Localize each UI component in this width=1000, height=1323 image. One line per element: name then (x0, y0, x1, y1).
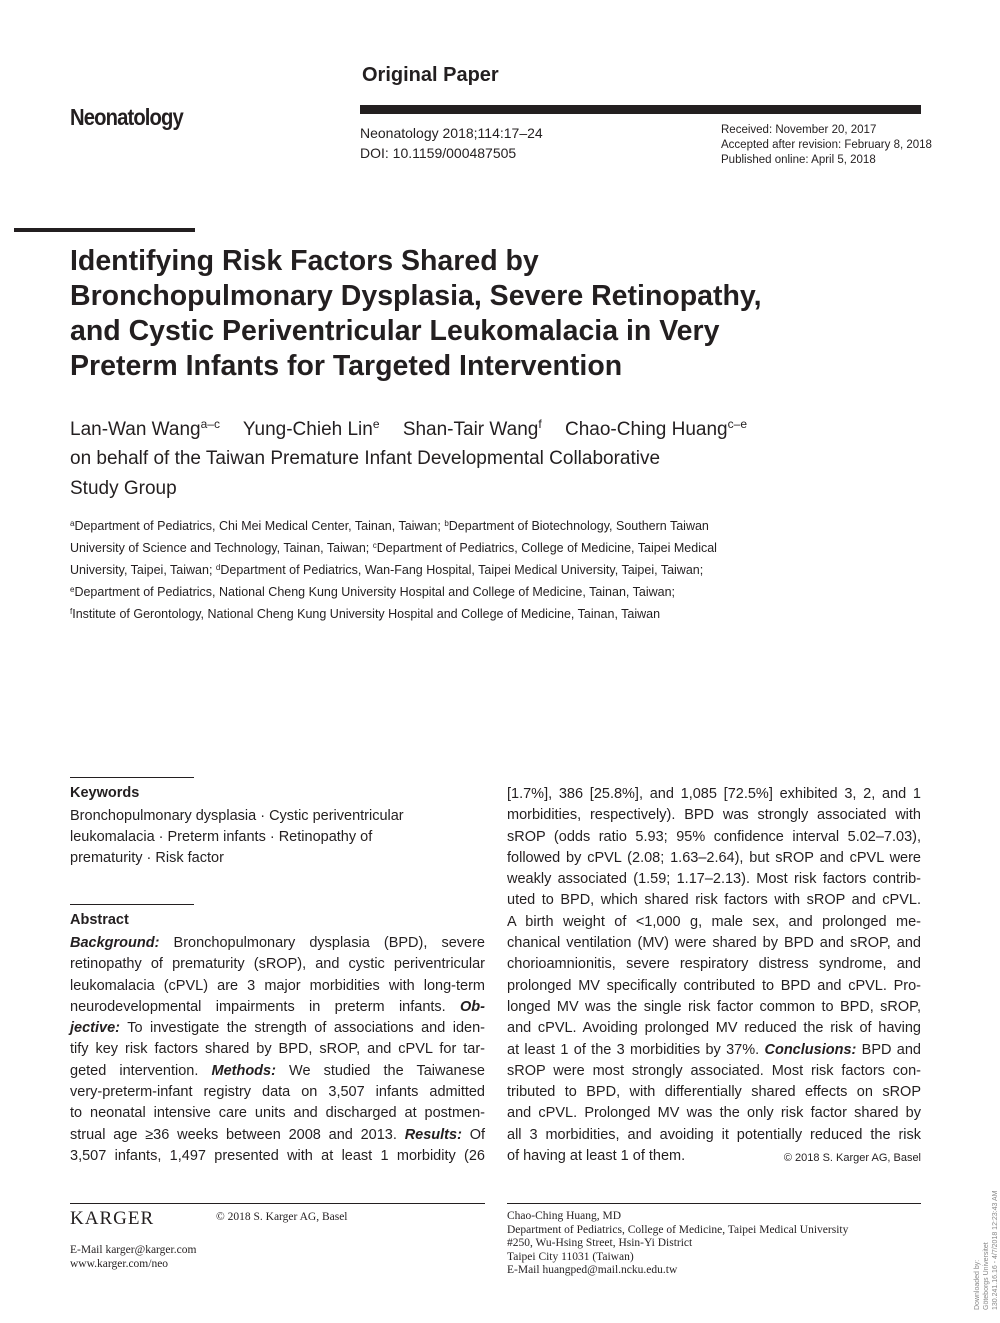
affiliation-line: $^e$Department of Pediatrics, National Cheng Kung University Hospital and College of Medicine, Tainan, Taiwan; (70, 585, 676, 599)
affiliation-line: University, Taipei, Taiwan; $^d$Department of Pediatrics, Wan-Fang Hospital, Taipei Medical University, Taipei, Taiwan; (70, 563, 704, 577)
keywords-rule (70, 777, 194, 778)
published-date: Published online: April 5, 2018 (721, 154, 876, 166)
affiliation-line: $^a$Department of Pediatrics, Chi Mei Medical Center, Tainan, Taiwan; $^b$Department of Biotechnology, Southern Taiwan (70, 519, 709, 533)
download-note: Downloaded by: Göteborgs Universitet 130.241.16.16 - 4/7/2018 12:23:43 AM (974, 1190, 999, 1310)
abstract-line: and cPVL. Avoiding prolonged MV reduced the risk of having (507, 1020, 921, 1037)
abstract-final-text: of having at least 1 of them. (507, 1148, 686, 1164)
abstract-line: chorioamnionitis, severe respiratory distress syndrome, and (507, 956, 921, 973)
correspondence-line: Taipei City 11031 (Taiwan) (507, 1250, 634, 1263)
header-bar (360, 105, 921, 114)
abstract-line: A birth weight of <1,000 g, male sex, and prolonged me- (507, 913, 921, 930)
abstract-line: to neonatal intensive care units and discharged at postmen- (70, 1105, 485, 1122)
abstract-right-column (507, 784, 921, 1146)
correspondence-line: #250, Wu-Hsing Street, Hsin-Yi District (507, 1237, 693, 1249)
affiliations (70, 514, 800, 624)
keyword-line: leukomalacia · Preterm infants · Retinopathy of (70, 829, 373, 845)
abstract-line: retinopathy of prematurity (sROP), and cystic periventricular (70, 956, 485, 973)
correspondence-line: Department of Pediatrics, College of Medicine, Taipei Medical University (507, 1223, 849, 1236)
keyword-line: prematurity · Risk factor (70, 850, 224, 866)
abstract-line: neurodevelopmental impairments in preterm infants. Ob- (70, 998, 485, 1015)
abstract-line: 3,507 infants, 1,497 presented with at least 1 morbidity (26 (70, 1147, 485, 1164)
footer-rule-right (507, 1203, 921, 1204)
affiliation-line: University of Science and Technology, Tainan, Taiwan; $^c$Department of Pediatrics, College of Medicine, Taipei Medical (70, 541, 717, 555)
abstract-line: tributed to BPD, with differentially shared effects on sROP (507, 1084, 921, 1101)
author: Lan-Wan Wang$^{a-c}$ (70, 417, 220, 440)
study-group-line: Study Group (70, 478, 177, 499)
author-list (70, 417, 765, 441)
abstract-line: tify key risk factors shared by BPD, sROP, and cPVL for tar- (70, 1041, 485, 1058)
keywords-heading: Keywords (70, 785, 140, 801)
correspondence-email[interactable]: E-Mail huangped@mail.ncku.edu.tw (507, 1264, 678, 1276)
citation: Neonatology 2018;114:17–24 (360, 125, 543, 141)
abstract-heading: Abstract (70, 912, 129, 928)
abstract-line: and cPVL. Prolonged MV was the only risk factor shared by (507, 1105, 921, 1122)
abstract-left-column (70, 933, 485, 1167)
doi: DOI: 10.1159/000487505 (360, 145, 517, 161)
abstract-line: sROP (odds ratio 5.93; 95% confidence interval 5.02–7.03), (507, 828, 921, 845)
title-line: Preterm Infants for Targeted Intervention (70, 350, 623, 382)
footer-rule-left (70, 1203, 485, 1204)
abstract-line: uted to BPD, which shared risk factors with sROP and cPVL. (507, 892, 921, 909)
keywords-list (70, 806, 450, 869)
abstract-line: sROP were most strongly associated. Most risk factors con- (507, 1062, 921, 1079)
correspondence-line: Chao-Ching Huang, MD (507, 1210, 622, 1222)
abstract-rule (70, 904, 194, 905)
received-date: Received: November 20, 2017 (721, 124, 877, 136)
abstract-line: [1.7%], 386 [25.8%], and 1,085 [72.5%] exhibited 3, 2, and 1 (507, 786, 921, 802)
publisher-website[interactable]: www.karger.com/neo (70, 1258, 169, 1270)
abstract-line: very-preterm-infant registry data on 3,507 infants admitted (70, 1084, 485, 1101)
abstract-last-line (507, 1146, 921, 1169)
abstract-line: chanical ventilation (MV) were shared by BPD and sROP, and (507, 935, 921, 952)
title-line: and Cystic Periventricular Leukomalacia in Very (70, 315, 720, 347)
author: Yung-Chieh Lin$^e$ (242, 417, 380, 440)
keyword-line: Bronchopulmonary dysplasia · Cystic periventricular (70, 808, 404, 824)
footer-copyright: © 2018 S. Karger AG, Basel (216, 1211, 348, 1223)
abstract-line: Background: Bronchopulmonary dysplasia (BPD), severe (70, 935, 485, 951)
abstract-line: strual age ≥36 weeks between 2008 and 2013. Results: Of (70, 1126, 485, 1143)
abstract-line: morbidities, respectively). BPD was strongly associated with (507, 807, 921, 824)
article-title (70, 244, 830, 384)
author: Chao-Ching Huang$^{c-e}$ (564, 417, 747, 440)
affiliation-line: $^f$Institute of Gerontology, National Cheng Kung University Hospital and College of Medicine, Tainan, Taiwan (70, 607, 661, 621)
abstract-line: at least 1 of the 3 morbidities by 37%. Conclusions: BPD and (507, 1041, 921, 1058)
title-line: Bronchopulmonary Dysplasia, Severe Retinopathy, (70, 280, 762, 312)
abstract-line: followed by cPVL (2.08; 1.63–2.64), but sROP and cPVL were (507, 849, 921, 866)
study-group-line: on behalf of the Taiwan Premature Infant Developmental Collaborative (70, 448, 661, 469)
journal-logo: Neonatology (70, 104, 183, 130)
abstract-line: geted intervention. Methods: We studied the Taiwanese (70, 1062, 485, 1079)
abstract-line: jective: To investigate the strength of associations and iden- (70, 1020, 485, 1037)
abstract-line: all 3 morbidities, and avoiding it potentially reduced the risk (507, 1126, 921, 1143)
abstract-line: leukomalacia (cPVL) are 3 major morbidities with long-term (70, 977, 485, 994)
abstract-line: longed MV was the single risk factor common to BPD, sROP, (507, 998, 921, 1015)
abstract-line: weakly associated (1.59; 1.17–2.13). Most risk factors contrib- (507, 871, 921, 888)
section-label: Original Paper (362, 64, 499, 86)
abstract-line: prolonged MV specifically contributed to BPD and cPVL. Pro- (507, 977, 921, 994)
author: Shan-Tair Wang$^f$ (402, 417, 542, 440)
title-rule (14, 228, 195, 232)
correspondence-address (507, 1210, 921, 1278)
publisher-logo: KARGER (70, 1208, 155, 1229)
abstract-copyright: © 2018 S. Karger AG, Basel (783, 1152, 921, 1164)
title-line: Identifying Risk Factors Shared by (70, 245, 539, 277)
accepted-date: Accepted after revision: February 8, 2018 (721, 139, 932, 151)
publisher-email[interactable]: E-Mail karger@karger.com (70, 1244, 197, 1256)
